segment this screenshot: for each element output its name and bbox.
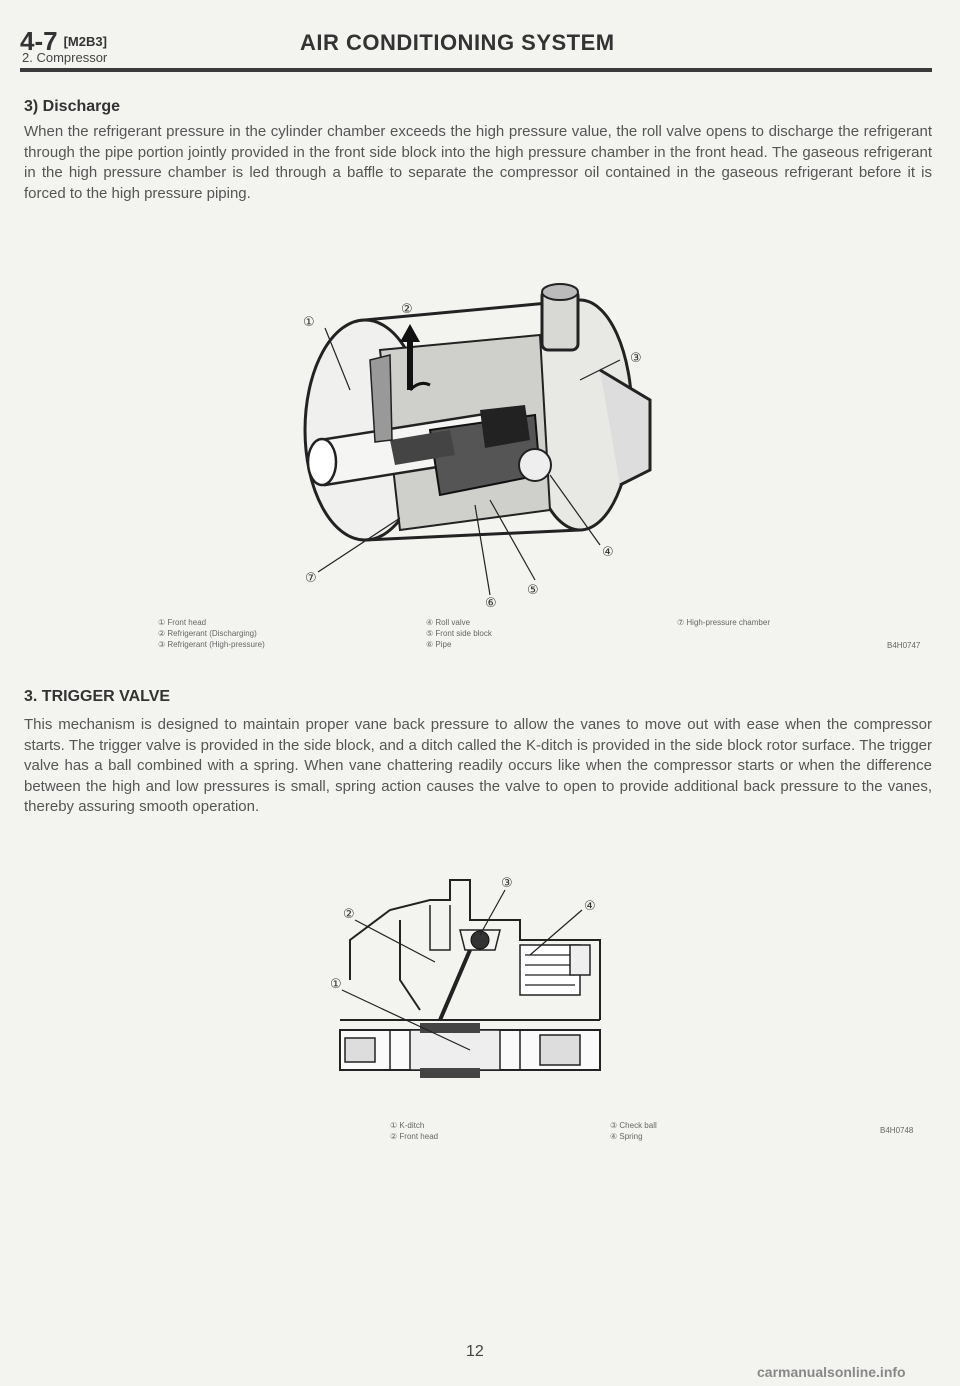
discharge-legend-col3	[677, 617, 770, 628]
legend-item: ③ Refrigerant (High-pressure)	[158, 640, 265, 649]
trigger-valve-figure	[320, 860, 610, 1100]
legend-item: ⑤ Front side block	[426, 629, 492, 638]
legend-item: ② Refrigerant (Discharging)	[158, 629, 257, 638]
legend-item: ⑥ Pipe	[426, 640, 452, 649]
discharge-heading: 3) Discharge	[24, 98, 121, 115]
legend-item: ⑦ High-pressure chamber	[677, 618, 770, 627]
watermark: carmanualsonline.info	[757, 1364, 906, 1380]
callout-2: ②	[343, 907, 355, 922]
section-code: [M2B3]	[63, 34, 107, 49]
callout-2: ②	[401, 302, 413, 317]
trigger-legend-col2	[610, 1120, 657, 1142]
compressor-discharge-figure	[280, 280, 680, 610]
page-number: 12	[466, 1343, 484, 1360]
page-title: AIR CONDITIONING SYSTEM	[300, 30, 615, 55]
discharge-paragraph: When the refrigerant pressure in the cylinder chamber exceeds the high pressure value, the roll valve opens to discharge the refrigerant through the pipe portion jointly provided in the front side block into the high pressure chamber in the front head. The gaseous refrigerant in the high pressure chamber is led through a baffle to separate the compressor oil contained in the gaseous refrigerant before it is forced to the high pressure piping.	[24, 123, 932, 202]
page-code: 4-7 [M2B3]	[20, 26, 107, 56]
callout-4: ④	[602, 545, 614, 560]
legend-item: ③ Check ball	[610, 1121, 657, 1130]
callout-4: ④	[584, 899, 596, 914]
subsection-label: 2. Compressor	[22, 50, 108, 65]
legend-item: ① K-ditch	[390, 1121, 425, 1130]
legend-item: ② Front head	[390, 1132, 439, 1141]
trigger-valve-heading: 3. TRIGGER VALVE	[24, 688, 171, 705]
callout-3: ③	[630, 351, 642, 366]
callout-1: ①	[303, 315, 315, 330]
legend-item: ① Front head	[158, 618, 207, 627]
discharge-legend-col2	[426, 617, 492, 650]
header-rule	[20, 68, 932, 72]
discharge-legend-col1	[158, 617, 265, 650]
legend-item: ④ Roll valve	[426, 618, 471, 627]
callout-1: ①	[330, 977, 342, 992]
callout-5: ⑤	[527, 583, 539, 598]
callout-3: ③	[501, 876, 513, 891]
figure-code: B4H0747	[887, 641, 921, 650]
legend-item: ④ Spring	[610, 1132, 643, 1141]
trigger-valve-paragraph: This mechanism is designed to maintain proper vane back pressure to allow the vanes to move out with ease when the compressor starts. The trigger valve is provided in the side block, and a ditch called the K-ditch is provided in the side block rotor surface. The trigger valve has a ball combined with a spring. When vane chattering readily occurs like when the compressor starts or when the difference between the high and low pressures is small, spring action causes the valve to open to provide additional back pressure to the vanes, thereby assuring smooth operation.	[24, 716, 932, 816]
trigger-legend-col1	[390, 1120, 438, 1142]
callout-6: ⑥	[485, 596, 497, 610]
callout-7: ⑦	[305, 571, 317, 586]
figure-code: B4H0748	[880, 1126, 914, 1135]
